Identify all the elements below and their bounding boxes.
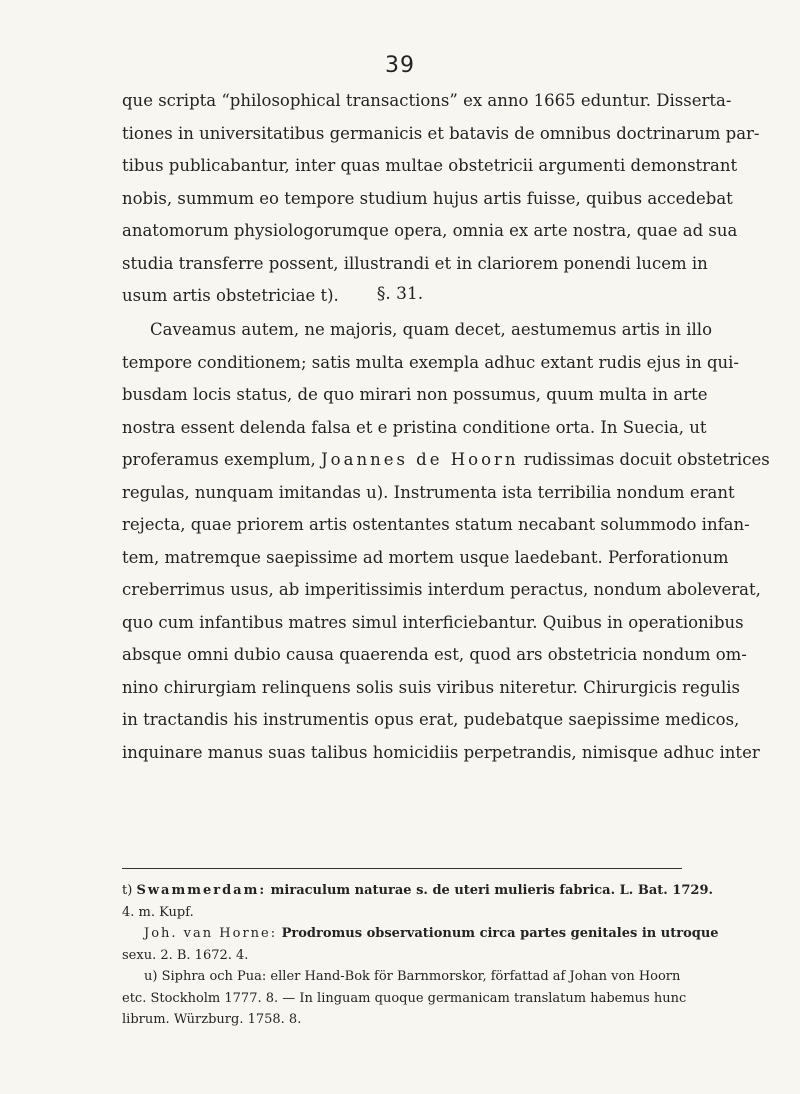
- text-line: absque omni dubio causa quaerenda est, quod ars obstetricia nondum om-: [122, 645, 747, 664]
- paragraph-1: [122, 85, 760, 313]
- footnote-continuation: etc. Stockholm 1777. 8. — In linguam quoque germanicam translatum habemus hunc: [122, 990, 687, 1006]
- footnote-continuation: librum. Würzburg. 1758. 8.: [122, 1012, 302, 1027]
- text-line: usum artis obstetriciae t).: [122, 286, 339, 305]
- author-name: Joannes de Hoorn: [321, 450, 519, 469]
- footnote-u: [122, 966, 682, 988]
- footnote-divider: [122, 868, 682, 869]
- text-fragment: proferamus exemplum,: [122, 450, 322, 469]
- footnote-marker: u): [144, 969, 158, 984]
- text-line: regulas, nunquam imitandas u). Instrumenta ista terribilia nondum erant: [122, 482, 735, 502]
- section-heading: §. 31.: [376, 284, 424, 304]
- footnote-t-second: [122, 923, 719, 945]
- text-line: nostra essent delenda falsa et e pristina conditione orta. In Suecia, ut: [122, 417, 707, 437]
- footnote-marker: t): [122, 883, 133, 898]
- footnote-author: Joh. van Horne:: [144, 926, 278, 941]
- paragraph-2: [122, 314, 770, 769]
- text-line: nino chirurgiam relinquens solis suis viribus niteretur. Chirurgicis regulis: [122, 677, 741, 697]
- text-fragment: rudissimas docuit obstetrices: [518, 450, 770, 469]
- footnote-text: miraculum naturae s. de uteri mulieris fabrica. L. Bat. 1729.: [266, 883, 714, 898]
- text-line: tiones in universitatibus germanicis et batavis de omnibus doctrinarum par-: [122, 123, 760, 143]
- text-line: anatomorum physiologorumque opera, omnia ex arte nostra, quae ad sua: [122, 221, 738, 240]
- page-number: 39: [385, 53, 415, 78]
- text-line: in tractandis his instrumentis opus erat, pudebatque saepissime medicos,: [122, 710, 740, 729]
- footnote-text: Siphra och Pua: eller Hand-Bok för Barnmorskor, författad af Johan von Hoorn: [157, 969, 681, 984]
- text-line: busdam locis status, de quo mirari non possumus, quum multa in arte: [122, 385, 708, 404]
- text-line: nobis, summum eo tempore studium hujus artis fuisse, quibus accedebat: [122, 188, 733, 208]
- footnote-t: [122, 880, 714, 902]
- text-line: rejecta, quae priorem artis ostentantes statum necabant solummodo infan-: [122, 515, 750, 534]
- footnotes: [122, 880, 719, 1031]
- text-line: inquinare manus suas talibus homicidiis perpetrandis, nimisque adhuc inter: [122, 742, 760, 762]
- text-line: quo cum infantibus matres simul interficiebantur. Quibus in operationibus: [122, 612, 744, 632]
- text-line: tempore conditionem; satis multa exempla adhuc extant rudis ejus in qui-: [122, 352, 740, 372]
- text-line: Caveamus autem, ne majoris, quam decet, aestumemus artis in illo: [150, 320, 713, 339]
- footnote-continuation: 4. m. Kupf.: [122, 904, 194, 920]
- footnote-author: Swammerdam:: [136, 883, 267, 898]
- text-line: creberrimus usus, ab imperitissimis interdum peractus, nondum aboleverat,: [122, 580, 761, 599]
- text-line: [122, 444, 770, 477]
- text-line: studia transferre possent, illustrandi et in clariorem ponendi lucem in: [122, 253, 708, 273]
- footnote-continuation: sexu. 2. B. 1672. 4.: [122, 947, 249, 963]
- text-line: que scripta “philosophical transactions” ex anno 1665 eduntur. Disserta-: [122, 91, 732, 110]
- text-line: tem, matremque saepissime ad mortem usque laedebant. Perforationum: [122, 547, 729, 567]
- footnote-text: Prodromus observationum circa partes genitales in utroque: [277, 926, 719, 941]
- text-line: tibus publicabantur, inter quas multae obstetricii argumenti demonstrant: [122, 156, 738, 175]
